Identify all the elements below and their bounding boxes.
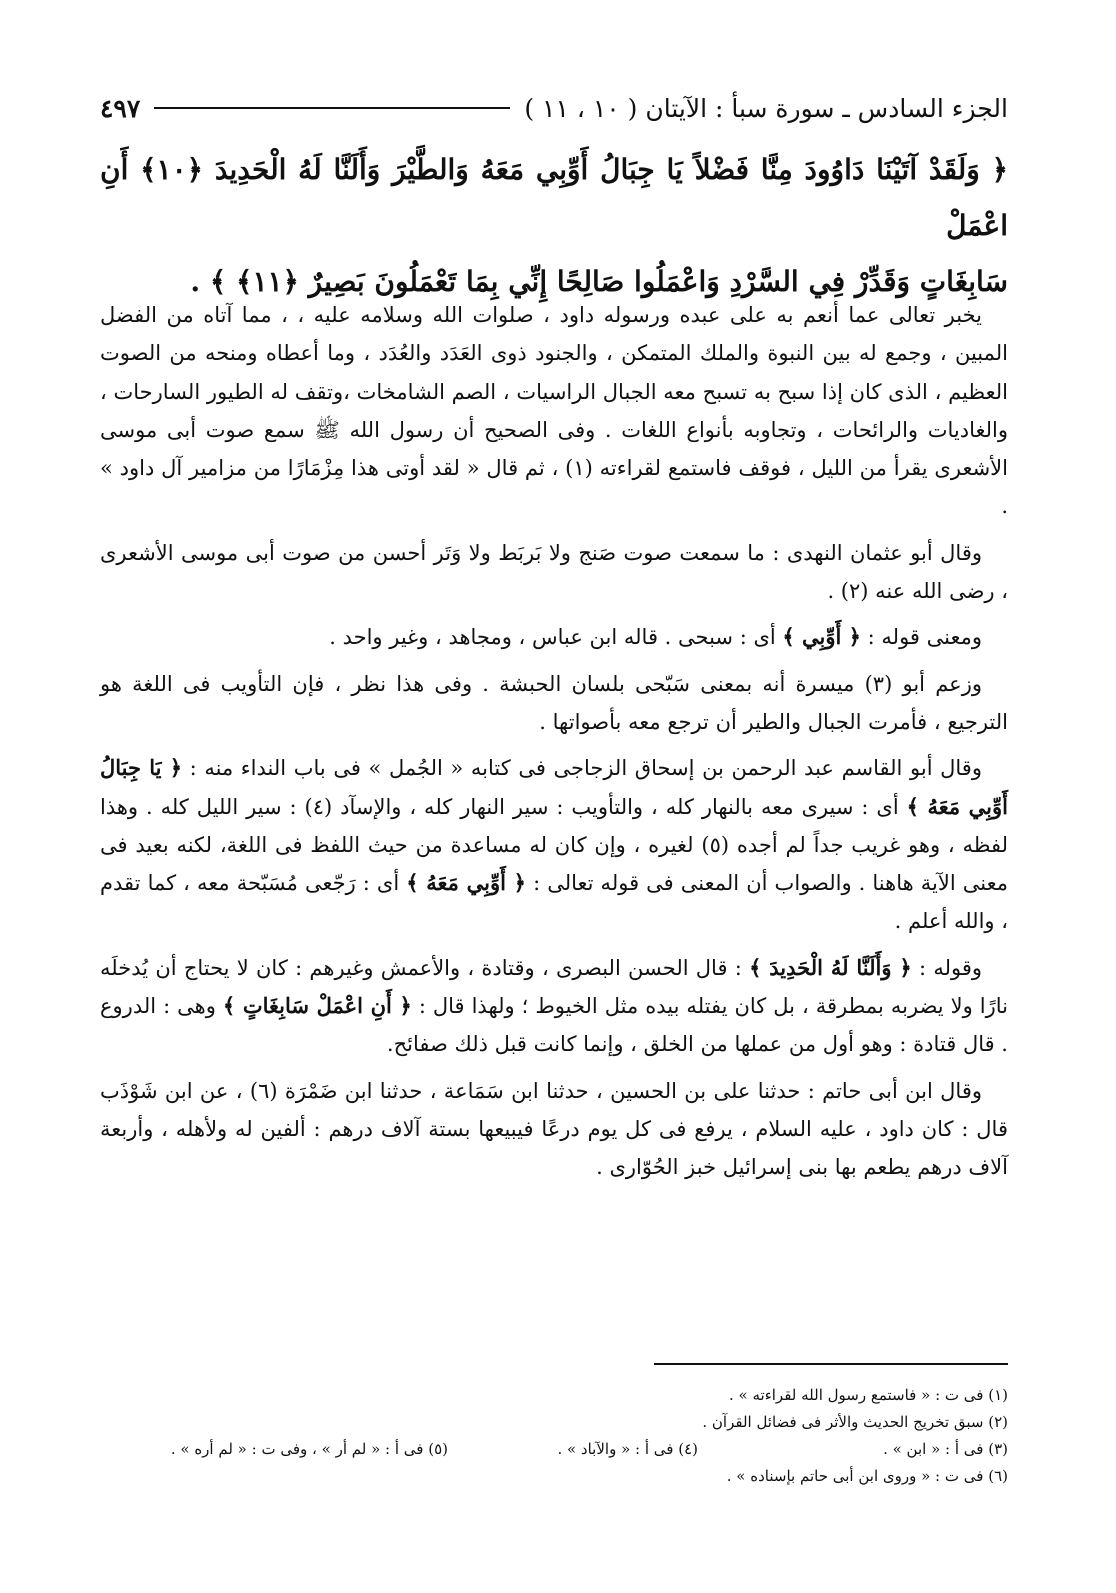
quote-awwibi-maahu: ﴿ أَوِّبِي مَعَهُ ﴾ (406, 870, 526, 896)
header-rule (154, 107, 510, 109)
footnote-6: (٦) فى ت : « وروى ابن أبى حاتم بإسناده » . (726, 1467, 1008, 1485)
header-title: الجزء السادس ـ سورة سبأ : الآيتان ( ١٠ ، ١١ ) (524, 93, 1008, 123)
verse-line-1: ﴿ وَلَقَدْ آتَيْنَا دَاوُودَ مِنَّا فَضْلاً يَا جِبَالُ أَوِّبِي مَعَهُ وَالطَّيْرَ وَأَلَنَّا لَهُ الْحَدِيدَ ﴿١٠﴾ أَنِ اعْمَلْ (100, 153, 1008, 242)
footnote-row-3 (100, 1436, 1008, 1463)
footnote-1: (١) فى ت : « فاستمع رسول الله لقراءته » . (729, 1386, 1008, 1404)
paragraph-2: وقال أبو عثمان النهدى : ما سمعت صوت صَنج ولا بَربَط ولا وَتَر أحسن من صوت أبى موسى الأشعرى ، رضى الله عنه (٢) . (100, 540, 1008, 604)
paragraph-1: يخبر تعالى عما أنعم به على عبده ورسوله داود ، صلوات الله وسلامه عليه ، ، مما آتاه من الفضل المبين ، وجمع له بين النبوة والملك المتمكن ، والجنود ذوى العَدَد والعُدَد ، وما أعطاه ومنحه من الصوت العظيم ، الذى كان إذا سبح به تسبح معه الجبال الراسيات ، الصم الشامخات ،وتقف له الطيور السارحات ، والغاديات والرائحات ، وتجاوبه بأنواع اللغات . وفى الصحيح أن رسول الله ﷺ سمع صوت أبى موسى الأشعرى يقرأ من الليل ، فوقف فاستمع لقراءته (١) ، ثم قال « لقد أوتى هذا مِزْمَارًا من مزامير آل داود » . (100, 303, 1008, 519)
paragraph-7: وقال ابن أبى حاتم : حدثنا على بن الحسين ، حدثنا ابن سَمَاعة ، حدثنا ابن ضَمْرَة (٦) ، عن ابن شَوْذَب قال : كان داود ، عليه السلام ، يرفع فى كل يوم درعًا فيبيعها بستة آلاف درهم : ألفين له ولأهله ، وأربعة آلاف درهم يطعم بها بنى إسرائيل خبز الحُوّارى . (100, 1078, 1008, 1180)
footnote-divider (654, 1363, 1008, 1365)
paragraph-5-text-c: أى : رَجّعى مُسَبّحة معه ، كما تقدم ، والله أعلم . (100, 871, 1008, 934)
quote-alanna: ﴿ وَأَلَنَّا لَهُ الْحَدِيدَ ﴾ (749, 954, 912, 980)
paragraph-3 (100, 618, 1008, 656)
paragraph-4: وزعم أبو (٣) ميسرة أنه بمعنى سَبّحى بلسان الحبشة . وفى هذا نظر ، فإن التأويب فى اللغة هو الترجيع ، فأمرت الجبال والطير أن ترجع معه بأصواتها . (100, 671, 1008, 734)
commentary-body (100, 296, 1008, 1187)
footnotes (100, 1382, 1008, 1490)
paragraph-5-text-a: وقال أبو القاسم عبد الرحمن بن إسحاق الزجاجى فى كتابه « الجُمل » فى باب النداء منه : (189, 756, 982, 781)
footnote-2: (٢) سبق تخريج الحديث والأثر فى فضائل القرآن . (702, 1413, 1008, 1431)
paragraph-6 (100, 949, 1008, 1064)
paragraph-5 (100, 749, 1008, 940)
verse-line-2: سَابِغَاتٍ وَقَدِّرْ فِي السَّرْدِ وَاعْمَلُوا صَالِحًا إِنِّي بِمَا تَعْمَلُونَ بَصِيرٌ ﴿١١﴾ ﴾ . (190, 265, 1008, 298)
quote-awwibi: ﴿ أَوِّبِي ﴾ (782, 624, 861, 650)
paragraph-6-text-a: وقوله : (918, 955, 982, 980)
page-number: ٤٩٧ (100, 93, 141, 123)
paragraph-6-text-c: وهى : الدروع . قال قتادة : وهو أول من عملها من الخلق ، وإنما كانت قبل ذلك صفائح. (100, 994, 1008, 1057)
paragraph-6-text-b: : قال الحسن البصرى ، وقتادة ، والأعمش وغيرهم : كان لا يحتاج أن يُدخلَه نارًا ولا يضربه بمطرقة ، بل كان يفتله بيده مثل الخيوط ؛ ولهذا قال : (100, 955, 1008, 1019)
footnote-5: (٥) فى أ : « لم أر » ، وفى ت : « لم أره » . (170, 1440, 448, 1458)
quran-verse (100, 142, 1008, 310)
paragraph-3-text-b: أى : سبحى . قاله ابن عباس ، ومجاهد ، وغير واحد . (329, 625, 776, 650)
paragraph-3-text-a: ومعنى قوله : (867, 625, 982, 650)
paragraph-5-text-b: أى : سيرى معه بالنهار كله ، والتأويب : سير النهار كله ، والإسآد (٤) : سير الليل كله . وهذا لفظه ، وهو غريب جداً لم أجده (٥) لغيره ، وإن كان له مساعدة من حيث اللفظ فى اللغة، لكنه بعيد فى معنى الآية هاهنا . والصواب أن المعنى فى قوله تعالى : (100, 794, 1008, 896)
quote-iamal-sabighat: ﴿ أَنِ اعْمَلْ سَابِغَاتٍ ﴾ (222, 993, 412, 1019)
quote-ya-jibal: ﴿ يَا جِبَالُ أَوِّبِي مَعَهُ ﴾ (100, 755, 1008, 819)
footnote-4: (٤) فى أ : « والآباد » . (557, 1440, 698, 1458)
footnote-3: (٣) فى أ : « ابن » . (883, 1440, 1008, 1458)
running-header (100, 88, 1008, 128)
